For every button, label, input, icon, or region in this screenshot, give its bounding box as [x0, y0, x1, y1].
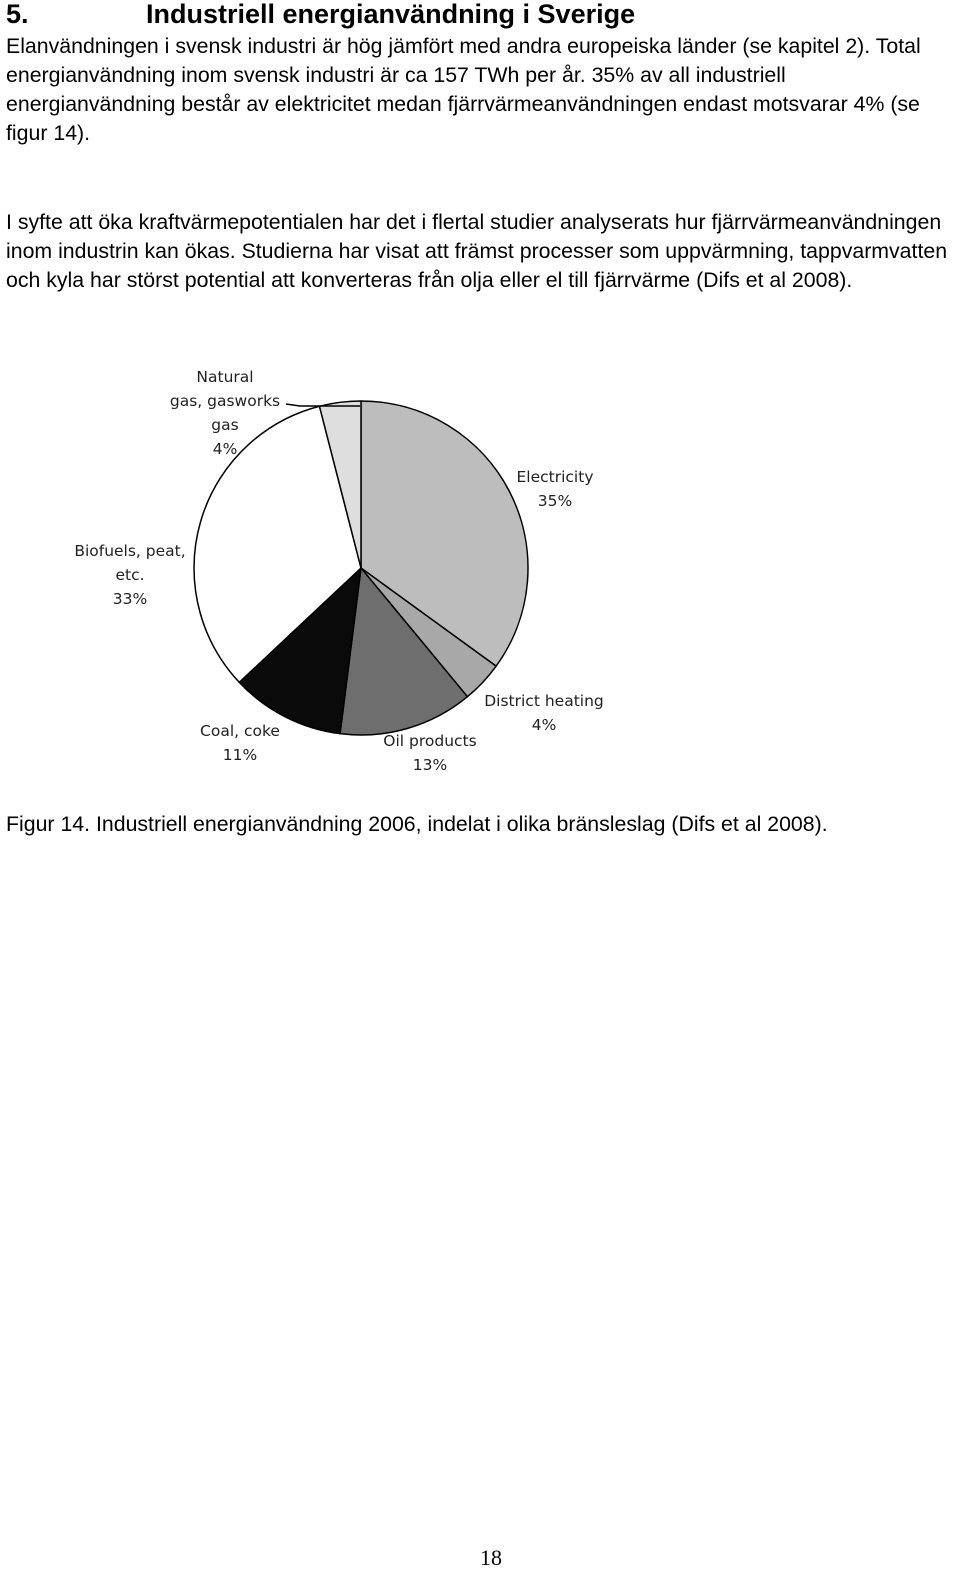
- slice-label: Coal, coke 11%: [200, 722, 280, 764]
- energy-pie-chart: [60, 360, 660, 780]
- paragraph-potential: I syfte att öka kraftvärmepotentialen har det i flertal studier analyserats hur fjärrvärmeanvändningen inom industrin kan ökas. Studierna har visat att främst processer som uppvärmning, tappvarmvatten och kyla har störst potential att konverteras från olja eller el till fjärrvärme (Difs et al 2008).: [6, 210, 948, 292]
- section-heading: [6, 0, 635, 31]
- slice-label: District heating 4%: [484, 692, 604, 734]
- section-number: 5.: [6, 0, 29, 29]
- figure-caption: Figur 14. Industriell energianvändning 2006, indelat i olika bränsleslag (Difs et al 2008).: [6, 812, 828, 836]
- slice-label: Biofuels, peat, etc. 33%: [74, 542, 186, 608]
- section-title: Industriell energianvändning i Sverige: [146, 0, 636, 29]
- slice-label: Natural gas, gasworks gas 4%: [169, 368, 281, 458]
- paragraph-intro: Elanvändningen i svensk industri är hög jämfört med andra europeiska länder (se kapitel 2). Total energianvändning inom svensk industri är ca 157 TWh per år. 35% av all industriell energianvändning består av elektricitet medan fjärrvärmeanvändningen endast motsvarar 4% (se figur 14).: [6, 34, 921, 145]
- slice-label: Electricity 35%: [516, 468, 594, 510]
- slice-label: Oil products 13%: [383, 732, 477, 774]
- page-number: 18: [480, 1545, 502, 1570]
